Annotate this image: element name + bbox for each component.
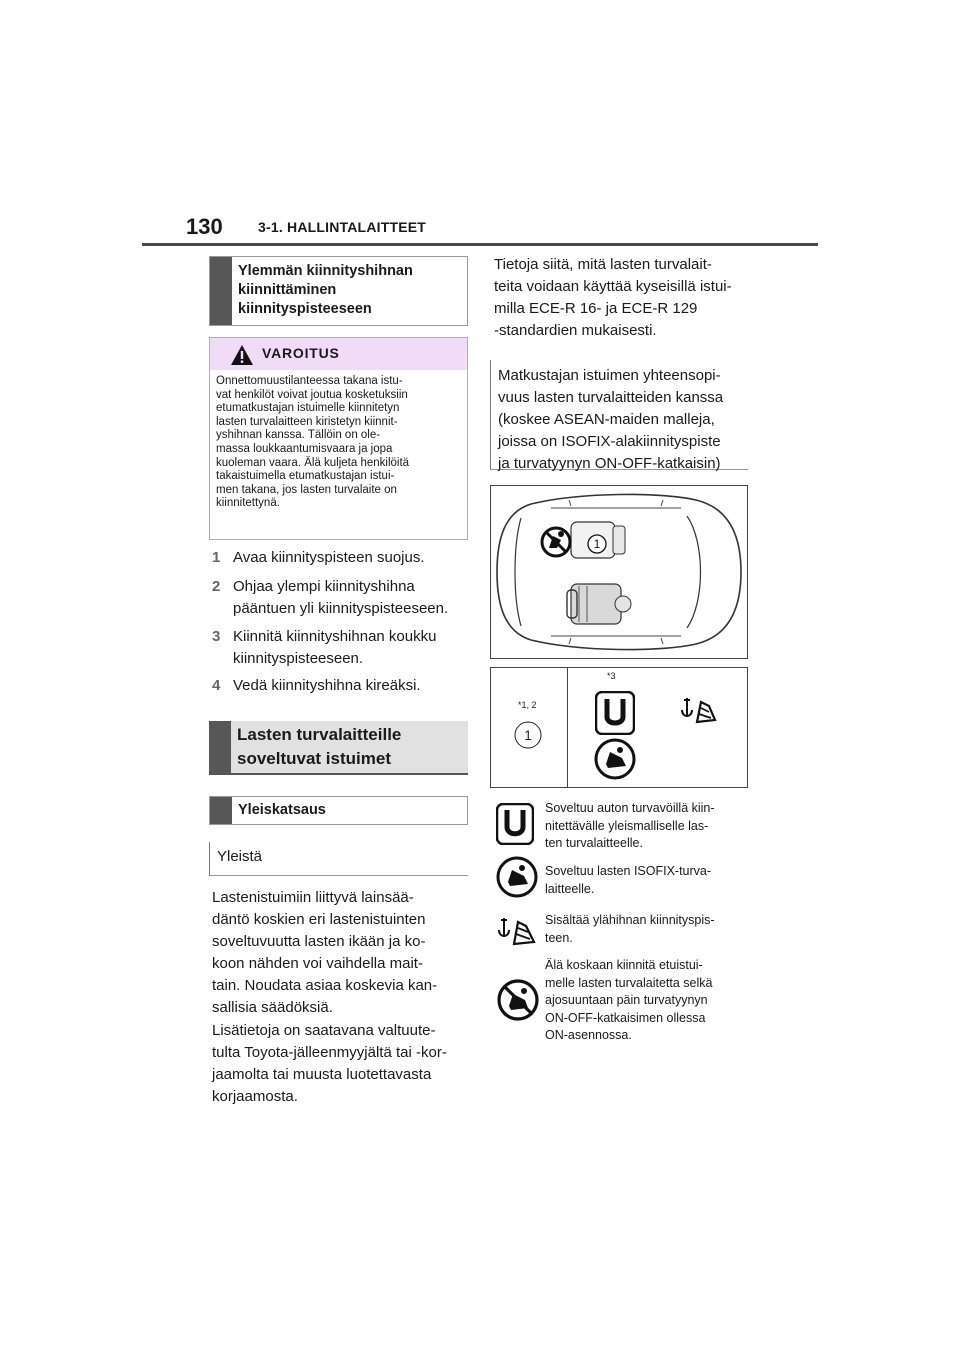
legend-line: ajosuuntaan päin turvatyynyn xyxy=(545,993,708,1007)
paragraph-line: tulta Toyota-jälleenmyyjältä tai -kor- xyxy=(212,1044,447,1061)
paragraph-legislation xyxy=(212,887,470,1019)
compatibility-heading xyxy=(490,360,748,470)
heading-overview xyxy=(209,796,468,825)
warning-box xyxy=(209,337,468,540)
compatibility-heading-text xyxy=(498,365,750,475)
heading-suitable-seats xyxy=(209,721,468,775)
heading-top-tether-text: Ylemmän kiinnityshihnan kiinnittäminen kiinnityspisteeseen xyxy=(238,263,413,317)
compatibility-table xyxy=(490,667,748,788)
legend-universal-u-icon xyxy=(496,803,534,845)
warning-body xyxy=(216,375,461,511)
subheading-general xyxy=(209,842,468,876)
warning-line: etumatkustajan istuimelle kiinnitetyn xyxy=(216,402,400,415)
legend-prohibited-text xyxy=(545,957,753,1045)
legend-line: Älä koskaan kiinnitä etuistui- xyxy=(545,958,703,972)
warning-line: takaistuimella etumatkustajan istui- xyxy=(216,470,395,483)
paragraph-line: sallisia säädöksiä. xyxy=(212,999,333,1016)
step-text: Avaa kiinnityspisteen suojus. xyxy=(233,549,425,566)
heading-line: (koskee ASEAN-maiden malleja, xyxy=(498,411,715,428)
paragraph-line: -standardien mukaisesti. xyxy=(494,322,657,339)
heading-line: joissa on ISOFIX-alakiinnityspiste xyxy=(498,433,721,450)
table-note-right: *3 xyxy=(607,671,616,681)
step-text: Kiinnitä kiinnityshihnan koukku xyxy=(233,628,437,645)
legend-line: Soveltuu lasten ISOFIX-turva- xyxy=(545,864,712,878)
header-rule xyxy=(142,243,818,246)
heading-top-tether xyxy=(209,256,468,326)
legend-line: ON-asennossa. xyxy=(545,1028,632,1042)
step-number: 2 xyxy=(212,578,221,595)
universal-u-icon xyxy=(595,691,635,735)
legend-line: laitteelle. xyxy=(545,881,595,896)
legend-line: melle lasten turvalaitetta selkä xyxy=(545,975,713,990)
step-number: 3 xyxy=(212,628,221,645)
heading-line: ja turvatyynyn ON-OFF-katkaisin) xyxy=(498,455,721,472)
page-number: 130 xyxy=(186,214,223,239)
subheading-general-text: Yleistä xyxy=(217,848,263,865)
warning-line: vat henkilöt voivat joutua kosketuksiin xyxy=(216,388,408,401)
svg-text:1: 1 xyxy=(524,727,532,743)
car-top-view-illustration xyxy=(491,486,747,658)
paragraph-more-info xyxy=(212,1020,470,1108)
paragraph-line: Lisätietoja on saatavana valtuute- xyxy=(212,1022,436,1039)
heading-line: vuus lasten turvalaitteiden kanssa xyxy=(498,389,724,406)
step-text: Ohjaa ylempi kiinnityshihna xyxy=(233,578,415,595)
heading-bar xyxy=(209,721,231,773)
paragraph-line: teita voidaan käyttää kyseisillä istui- xyxy=(494,278,732,295)
paragraph-line: jaamolta tai muusta luotettavasta xyxy=(212,1066,432,1083)
heading-overview-text: Yleiskatsaus xyxy=(238,802,326,818)
section-title: 3-1. HALLINTALAITTEET xyxy=(258,219,427,235)
warning-line: men takana, jos lasten turvalaite on xyxy=(216,483,397,496)
legend-universal-text xyxy=(545,800,753,853)
paragraph-line: däntö koskien eri lastenistuinten xyxy=(212,911,426,928)
seat-number-label: 1 xyxy=(593,537,601,551)
warning-line: Onnettomuustilanteessa takana istu- xyxy=(216,375,403,387)
legend-line: Sisältää ylähihnan kiinnityspis- xyxy=(545,913,715,927)
warning-line: kuoleman vaara. Älä kuljeta henkilöitä xyxy=(216,456,410,469)
legend-top-tether-anchor-icon xyxy=(496,914,540,948)
legend-prohibited-rear-facing-icon xyxy=(496,978,540,1022)
warning-title: VAROITUS xyxy=(262,345,340,361)
paragraph-line: tain. Noudata asiaa koskevia kan- xyxy=(212,977,438,994)
step-number: 4 xyxy=(212,677,221,694)
legend-isofix-text xyxy=(545,863,753,898)
step-text: Vedä kiinnityshihna kireäksi. xyxy=(233,677,421,694)
warning-triangle-icon xyxy=(230,344,254,366)
prohibited-seat-icon xyxy=(542,528,570,556)
table-note-left: *1, 2 xyxy=(518,700,537,710)
heading-bar xyxy=(210,797,232,824)
step-text: kiinnityspisteeseen. xyxy=(233,650,364,667)
isofix-seat-icon xyxy=(594,738,636,780)
paragraph-line: milla ECE-R 16- ja ECE-R 129 xyxy=(494,300,698,317)
legend-line: Soveltuu auton turvavöillä kiin- xyxy=(545,801,715,815)
step-text: pääntuen yli kiinnityspisteeseen. xyxy=(233,600,449,617)
paragraph-line: koon nähden voi vaihdella mait- xyxy=(212,955,423,972)
legend-tether-text xyxy=(545,912,753,947)
top-tether-anchor-icon xyxy=(679,694,719,726)
heading-suitable-seats-text: Lasten turvalaitteille soveltuvat istuimet xyxy=(237,725,402,768)
warning-line: kiinnitettynä. xyxy=(216,497,280,510)
warning-line: yshihnan kanssa. Tällöin on ole- xyxy=(216,429,381,442)
legend-line: nitettävälle yleismalliselle las- xyxy=(545,818,709,833)
heading-line: Matkustajan istuimen yhteensopi- xyxy=(498,367,721,384)
step-number: 1 xyxy=(212,549,221,566)
car-seat-diagram xyxy=(490,485,748,659)
paragraph-ece-standards xyxy=(494,254,756,342)
paragraph-line: Lastenistuimiin liittyvä lainsää- xyxy=(212,889,414,906)
legend-line: ON-OFF-katkaisimen ollessa xyxy=(545,1010,706,1025)
legend-line: teen. xyxy=(545,930,573,945)
heading-bar xyxy=(210,257,232,325)
warning-line: massa loukkaantumisvaara ja jopa xyxy=(216,442,393,455)
legend-isofix-seat-icon xyxy=(496,856,538,898)
paragraph-line: Tietoja siitä, mitä lasten turvalait- xyxy=(494,256,712,273)
paragraph-line: korjaamosta. xyxy=(212,1088,298,1105)
warning-line: lasten turvalaitteen kiristetyn kiinnit- xyxy=(216,415,398,428)
paragraph-line: soveltuvuutta lasten ikään ja ko- xyxy=(212,933,426,950)
warning-header xyxy=(210,338,467,370)
seat-number-circle-icon xyxy=(513,720,543,750)
legend-line: ten turvalaitteelle. xyxy=(545,836,643,850)
table-divider xyxy=(567,668,568,787)
